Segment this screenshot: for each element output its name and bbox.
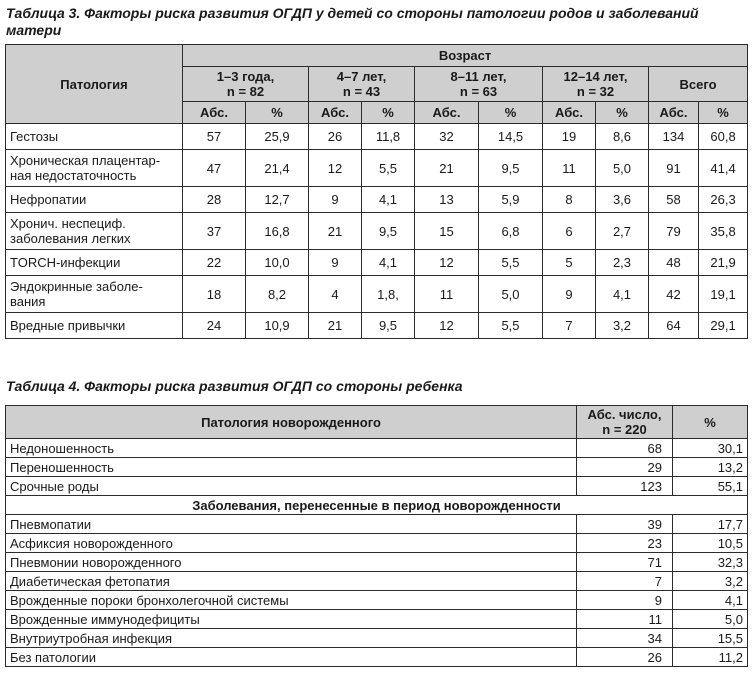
table-row <box>6 477 748 496</box>
pct-value: 16,8 <box>246 213 309 250</box>
abs-value: 29 <box>577 458 673 477</box>
table4-body <box>6 439 748 667</box>
header-percent: % <box>673 406 748 439</box>
abs-value: 11 <box>543 150 596 187</box>
abs-value: 9 <box>309 187 362 213</box>
pathology-name: Пневмопатии <box>6 515 577 534</box>
table-row <box>6 124 748 150</box>
header-age: Возраст <box>183 45 748 67</box>
pathology-name: Врожденные пороки бронхолегочной системы <box>6 591 577 610</box>
pct-value: 55,1 <box>673 477 748 496</box>
abs-value: 22 <box>183 250 246 276</box>
table-row <box>6 610 748 629</box>
abs-value: 57 <box>183 124 246 150</box>
pct-value: 32,3 <box>673 553 748 572</box>
pct-value: 5,0 <box>596 150 649 187</box>
abs-value: 123 <box>577 477 673 496</box>
abs-value: 5 <box>543 250 596 276</box>
table-row <box>6 213 748 250</box>
table-row <box>6 629 748 648</box>
abs-value: 79 <box>649 213 699 250</box>
abs-value: 134 <box>649 124 699 150</box>
header-pct: % <box>362 102 415 124</box>
pct-value: 10,9 <box>246 313 309 339</box>
pathology-name: Хроническая плацентар- ная недостаточность <box>6 150 183 187</box>
header-abs: Абс. <box>415 102 479 124</box>
abs-value: 12 <box>309 150 362 187</box>
pathology-name: Хронич. неспециф. заболевания легких <box>6 213 183 250</box>
abs-value: 21 <box>415 150 479 187</box>
table4-risk-factors-child <box>5 405 748 667</box>
pct-value: 13,2 <box>673 458 748 477</box>
pct-value: 5,9 <box>479 187 543 213</box>
abs-value: 24 <box>183 313 246 339</box>
header-group-1: 1–3 года, n = 82 <box>183 67 309 102</box>
pathology-name: Диабетическая фетопатия <box>6 572 577 591</box>
abs-value: 21 <box>309 313 362 339</box>
abs-value: 6 <box>543 213 596 250</box>
abs-value: 48 <box>649 250 699 276</box>
pct-value: 26,3 <box>699 187 748 213</box>
abs-value: 21 <box>309 213 362 250</box>
pathology-name: Нефропатии <box>6 187 183 213</box>
abs-value: 26 <box>309 124 362 150</box>
pct-value: 4,1 <box>362 250 415 276</box>
pathology-name: Гестозы <box>6 124 183 150</box>
pct-value: 3,2 <box>596 313 649 339</box>
header-group-3: 8–11 лет, n = 63 <box>415 67 543 102</box>
table4-caption: Таблица 4. Факторы риска развития ОГДП со стороны ребенка <box>6 378 463 394</box>
pathology-name: Срочные роды <box>6 477 577 496</box>
abs-value: 9 <box>543 276 596 313</box>
pct-value: 11,2 <box>673 648 748 667</box>
abs-value: 23 <box>577 534 673 553</box>
table-row <box>6 458 748 477</box>
abs-value: 11 <box>577 610 673 629</box>
abs-value: 19 <box>543 124 596 150</box>
header-newborn-pathology: Патология новорожденного <box>6 406 577 439</box>
abs-value: 9 <box>577 591 673 610</box>
header-group-total: Всего <box>649 67 748 102</box>
pct-value: 6,8 <box>479 213 543 250</box>
pct-value: 5,5 <box>479 313 543 339</box>
table-row <box>6 150 748 187</box>
pct-value: 11,8 <box>362 124 415 150</box>
section-row <box>6 496 748 515</box>
abs-value: 13 <box>415 187 479 213</box>
pct-value: 21,4 <box>246 150 309 187</box>
pct-value: 5,5 <box>479 250 543 276</box>
pct-value: 5,5 <box>362 150 415 187</box>
pathology-name: Без патологии <box>6 648 577 667</box>
table-row <box>6 276 748 313</box>
abs-value: 15 <box>415 213 479 250</box>
pct-value: 10,5 <box>673 534 748 553</box>
table-row <box>6 439 748 458</box>
pct-value: 30,1 <box>673 439 748 458</box>
pct-value: 3,2 <box>673 572 748 591</box>
abs-value: 12 <box>415 313 479 339</box>
pct-value: 21,9 <box>699 250 748 276</box>
abs-value: 71 <box>577 553 673 572</box>
section-title: Заболевания, перенесенные в период новорожденности <box>6 496 748 515</box>
pct-value: 5,0 <box>479 276 543 313</box>
abs-value: 8 <box>543 187 596 213</box>
table-row <box>6 313 748 339</box>
pathology-name: Врожденные иммунодефициты <box>6 610 577 629</box>
header-pct: % <box>699 102 748 124</box>
abs-value: 18 <box>183 276 246 313</box>
pct-value: 4,1 <box>596 276 649 313</box>
abs-value: 7 <box>577 572 673 591</box>
abs-value: 12 <box>415 250 479 276</box>
table3-body <box>6 124 748 339</box>
header-abs-count: Абс. число, n = 220 <box>577 406 673 439</box>
pct-value: 9,5 <box>362 313 415 339</box>
pct-value: 17,7 <box>673 515 748 534</box>
abs-value: 34 <box>577 629 673 648</box>
header-pct: % <box>596 102 649 124</box>
header-group-4: 12–14 лет, n = 32 <box>543 67 649 102</box>
header-abs: Абс. <box>543 102 596 124</box>
abs-value: 37 <box>183 213 246 250</box>
table3-caption: Таблица 3. Факторы риска развития ОГДП у детей со стороны патологии родов и заболеваний матери <box>6 5 699 38</box>
header-abs: Абс. <box>309 102 362 124</box>
pct-value: 1,8, <box>362 276 415 313</box>
header-group-2: 4–7 лет, n = 43 <box>309 67 415 102</box>
pathology-name: TORCH-инфекции <box>6 250 183 276</box>
pct-value: 8,6 <box>596 124 649 150</box>
table-row <box>6 187 748 213</box>
pct-value: 4,1 <box>362 187 415 213</box>
table-row <box>6 534 748 553</box>
abs-value: 64 <box>649 313 699 339</box>
table-row <box>6 648 748 667</box>
pathology-name: Переношенность <box>6 458 577 477</box>
abs-value: 68 <box>577 439 673 458</box>
pct-value: 8,2 <box>246 276 309 313</box>
pct-value: 41,4 <box>699 150 748 187</box>
pct-value: 4,1 <box>673 591 748 610</box>
table-row <box>6 553 748 572</box>
abs-value: 39 <box>577 515 673 534</box>
abs-value: 47 <box>183 150 246 187</box>
abs-value: 32 <box>415 124 479 150</box>
pct-value: 15,5 <box>673 629 748 648</box>
table-row <box>6 591 748 610</box>
abs-value: 26 <box>577 648 673 667</box>
header-abs: Абс. <box>183 102 246 124</box>
pct-value: 60,8 <box>699 124 748 150</box>
pct-value: 3,6 <box>596 187 649 213</box>
header-abs: Абс. <box>649 102 699 124</box>
pct-value: 19,1 <box>699 276 748 313</box>
pct-value: 9,5 <box>479 150 543 187</box>
table3-risk-factors-maternal <box>5 44 748 339</box>
header-pct: % <box>479 102 543 124</box>
pathology-name: Недоношенность <box>6 439 577 458</box>
abs-value: 28 <box>183 187 246 213</box>
abs-value: 7 <box>543 313 596 339</box>
pct-value: 12,7 <box>246 187 309 213</box>
pathology-name: Асфиксия новорожденного <box>6 534 577 553</box>
pct-value: 5,0 <box>673 610 748 629</box>
abs-value: 4 <box>309 276 362 313</box>
header-pct: % <box>246 102 309 124</box>
table-row <box>6 572 748 591</box>
pct-value: 2,7 <box>596 213 649 250</box>
table-row <box>6 515 748 534</box>
pct-value: 14,5 <box>479 124 543 150</box>
pct-value: 10,0 <box>246 250 309 276</box>
pct-value: 9,5 <box>362 213 415 250</box>
pathology-name: Вредные привычки <box>6 313 183 339</box>
pct-value: 35,8 <box>699 213 748 250</box>
pct-value: 2,3 <box>596 250 649 276</box>
pathology-name: Внутриутробная инфекция <box>6 629 577 648</box>
table-row <box>6 250 748 276</box>
pct-value: 29,1 <box>699 313 748 339</box>
abs-value: 58 <box>649 187 699 213</box>
abs-value: 9 <box>309 250 362 276</box>
abs-value: 91 <box>649 150 699 187</box>
pathology-name: Пневмонии новорожденного <box>6 553 577 572</box>
pct-value: 25,9 <box>246 124 309 150</box>
header-pathology: Патология <box>6 45 183 124</box>
abs-value: 11 <box>415 276 479 313</box>
pathology-name: Эндокринные заболе- вания <box>6 276 183 313</box>
abs-value: 42 <box>649 276 699 313</box>
